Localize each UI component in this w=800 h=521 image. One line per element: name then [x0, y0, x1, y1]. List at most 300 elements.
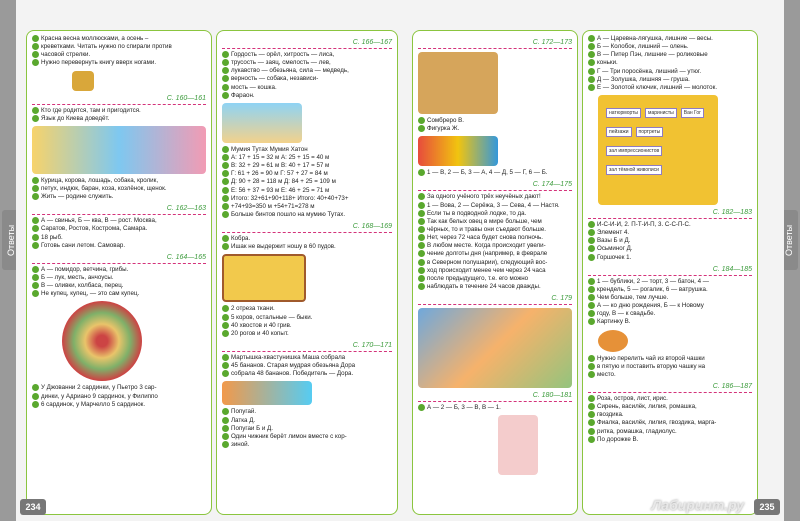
- answer-line: [418, 202, 572, 210]
- answer-text: В — оливки, колбаса, перец.: [41, 282, 124, 290]
- answer-line: [222, 92, 392, 100]
- section-header: С. 170—171: [222, 341, 392, 352]
- bullet-icon: [588, 411, 595, 418]
- answer-line: [222, 322, 392, 330]
- bullet-icon: [32, 393, 39, 400]
- answer-text: А — свинья, Б — ква, В — рост. Москва,: [41, 217, 157, 225]
- bullet-icon: [32, 217, 39, 224]
- answer-line: [32, 177, 206, 185]
- answer-line: [222, 146, 392, 154]
- left-col-1: [26, 30, 212, 515]
- answer-text: 5 коров, остальные — быки.: [231, 313, 313, 321]
- bullet-icon: [222, 187, 229, 194]
- bullet-icon: [588, 84, 595, 91]
- answer-text: креветками. Читать нужно по спирали против: [41, 43, 172, 51]
- answer-line: [588, 363, 752, 371]
- answer-line: [418, 218, 572, 226]
- answer-line: [588, 411, 752, 419]
- answer-text: гвоздика.: [597, 411, 624, 419]
- answer-line: [588, 302, 752, 310]
- aztec-illustration: [418, 52, 498, 114]
- answer-line: [588, 59, 752, 67]
- answer-line: [588, 51, 752, 59]
- answer-text: Элемент 4.: [597, 229, 630, 237]
- bullet-icon: [418, 169, 425, 176]
- answer-line: [588, 310, 752, 318]
- answer-text: У Джованни 2 сардинки, у Пьетро 3 сар-: [41, 384, 157, 392]
- answer-text: Фиалка, василёк, лилия, гвоздика, марга-: [597, 419, 717, 427]
- bullet-icon: [588, 371, 595, 378]
- bullet-icon: [32, 225, 39, 232]
- answer-line: [222, 195, 392, 203]
- bullet-icon: [588, 237, 595, 244]
- bullet-icon: [222, 408, 229, 415]
- answer-line: [588, 254, 752, 262]
- bullet-icon: [32, 115, 39, 122]
- bullet-icon: [588, 245, 595, 252]
- bullet-icon: [32, 384, 39, 391]
- answer-line: [32, 217, 206, 225]
- answer-text: Не купец, купец, — это сам купец.: [41, 290, 140, 298]
- answer-text: чение долготы дня (например, в феврале: [427, 250, 548, 258]
- bullet-icon: [588, 229, 595, 236]
- answer-text: чёрных, то и травы они съедают больше.: [427, 226, 546, 234]
- answer-line: [222, 243, 392, 251]
- answer-text: В: 32 + 29 = 61 м В: 40 + 17 = 57 м: [231, 162, 330, 170]
- answer-text: Курица, корова, лошадь, собака, кролик,: [41, 176, 159, 184]
- bullet-icon: [32, 401, 39, 408]
- answer-text: Если ты в подводной лодке, то да.: [427, 209, 527, 217]
- section-header: С. 168—169: [222, 222, 392, 233]
- answer-text: Е: 56 + 37 = 93 м Е: 46 + 25 = 71 м: [231, 186, 330, 194]
- answer-text: трусость — заяц, смелость — лев,: [231, 59, 331, 67]
- answer-text: Чем больше, тем лучше.: [597, 294, 669, 302]
- answer-text: после предыдущего, т.е. его можно: [427, 274, 529, 282]
- answer-text: собрала 48 бананов. Победитель — Дора.: [231, 370, 354, 378]
- answer-text: 45 бананов. Старая мудрая обезьяна Дора: [231, 362, 356, 370]
- section-header: С. 184—185: [588, 265, 752, 276]
- bullet-icon: [222, 211, 229, 218]
- bullet-icon: [32, 193, 39, 200]
- answer-line: [588, 278, 752, 286]
- answer-line: [588, 371, 752, 379]
- answer-line: [418, 125, 572, 133]
- bullet-icon: [32, 59, 39, 66]
- answer-line: [588, 428, 752, 436]
- bullet-icon: [588, 436, 595, 443]
- page-number: 235: [754, 499, 780, 515]
- children-illustration: [32, 126, 206, 174]
- bullet-icon: [222, 417, 229, 424]
- answer-line: [418, 242, 572, 250]
- macaron-illustration: [598, 330, 628, 352]
- answer-line: [32, 43, 206, 51]
- bullet-icon: [418, 117, 425, 124]
- answer-text: Мартышка-хвастунишка Маша собрала: [231, 354, 346, 362]
- maze-room-label: зал тёмной живописи: [606, 165, 662, 175]
- section-header: С. 186—187: [588, 382, 752, 393]
- answer-text: Осьминог Д.: [597, 245, 633, 253]
- answer-text: Саратов, Ростов, Кострома, Самара.: [41, 225, 148, 233]
- museum-maze-illustration: [598, 95, 718, 205]
- answer-line: [32, 290, 206, 298]
- bullet-icon: [32, 107, 39, 114]
- answer-line: [588, 84, 752, 92]
- section-header: С. 166—167: [222, 38, 392, 49]
- answer-line: [222, 67, 392, 75]
- answer-line: [418, 226, 572, 234]
- bullet-icon: [418, 125, 425, 132]
- answer-text: 1 — бублики, 2 — торт, 3 — батон, 4 —: [597, 277, 709, 285]
- answer-line: [32, 282, 206, 290]
- bullet-icon: [588, 294, 595, 301]
- answer-text: В любом месте. Когда происходит увели-: [427, 242, 546, 250]
- answer-line: [222, 84, 392, 92]
- bullet-icon: [418, 193, 425, 200]
- answer-text: И-С-И-Й, 2. П-Т-И-П, 3. С-С-П-С.: [597, 221, 691, 229]
- answer-line: [222, 354, 392, 362]
- answer-text: Б — лук, месть, анчоусы.: [41, 274, 114, 282]
- answer-text: лукавство — обезьяна, сила — медведь,: [231, 67, 349, 75]
- answer-line: [222, 235, 392, 243]
- answer-line: [222, 408, 392, 416]
- answer-line: [222, 305, 392, 313]
- answer-line: [32, 185, 206, 193]
- answer-text: ритка, ромашка, гладиолус.: [597, 427, 677, 435]
- answer-text: Нужно перелить чай из второй чашки: [597, 354, 705, 362]
- bullet-icon: [588, 35, 595, 42]
- bullet-icon: [222, 178, 229, 185]
- answer-line: [32, 59, 206, 67]
- answer-text: Больше бинтов пошло на мумию Тутах.: [231, 211, 346, 219]
- answer-text: 1 — В, 2 — Б, 3 — А, 4 — Д, 5 — Г, 6 — Б.: [427, 169, 548, 177]
- answer-line: [418, 193, 572, 201]
- bullet-icon: [418, 267, 425, 274]
- answer-text: динки, у Адриано 9 сардинок, у Филиппо: [41, 392, 158, 400]
- bullet-icon: [32, 290, 39, 297]
- answer-line: [588, 245, 752, 253]
- answer-line: [418, 267, 572, 275]
- answer-text: По дорожке В.: [597, 435, 639, 443]
- watermark: Лабиринт.ру: [651, 497, 744, 513]
- answer-text: Роза, остров, лист, ирис.: [597, 395, 668, 403]
- bullet-icon: [222, 235, 229, 242]
- answer-text: Ишак не выдержит ношу в 60 пудов.: [231, 243, 336, 251]
- bullet-icon: [222, 162, 229, 169]
- answer-text: +74+93=350 м +54+71=278 м: [231, 202, 315, 210]
- answer-line: [222, 162, 392, 170]
- answer-text: Д — Золушка, лишняя — груша.: [597, 75, 690, 83]
- cups-illustration: [222, 381, 312, 405]
- bullet-icon: [418, 234, 425, 241]
- bullet-icon: [222, 59, 229, 66]
- right-col-1: [412, 30, 578, 515]
- answer-line: [222, 75, 392, 83]
- answer-text: 2 отреза ткани.: [231, 305, 275, 313]
- bullet-icon: [588, 76, 595, 83]
- answer-line: [222, 425, 392, 433]
- candy-illustration: [418, 136, 498, 166]
- answer-text: мость — кошка.: [231, 83, 277, 91]
- answer-text: А — Царевна-лягушка, лишние — весы.: [597, 35, 713, 43]
- answer-text: Нужно перевернуть книгу вверх ногами.: [41, 59, 157, 67]
- answer-text: крендель, 5 — рогалик, 6 — ватрушка.: [597, 285, 708, 293]
- section-header: С. 182—183: [588, 208, 752, 219]
- answer-line: [222, 314, 392, 322]
- maze-room-label: портреты: [636, 127, 664, 137]
- answer-text: Вазы Б и Д.: [597, 237, 631, 245]
- answer-line: [32, 115, 206, 123]
- answer-text: зиной.: [231, 441, 250, 449]
- answer-line: [222, 203, 392, 211]
- answer-line: [418, 117, 572, 125]
- answer-text: Нет, через 72 часа будет снова полночь.: [427, 234, 543, 242]
- answer-text: наблюдать в течение 24 часов дважды.: [427, 283, 541, 291]
- bullet-icon: [588, 221, 595, 228]
- answer-line: [588, 436, 752, 444]
- maze-room-label: натюрморты: [606, 108, 641, 118]
- bullet-icon: [222, 354, 229, 361]
- maze-room-label: зал импрессионистов: [606, 146, 662, 156]
- answer-text: коньки.: [597, 59, 618, 67]
- section-header: С. 180—181: [418, 391, 572, 402]
- answer-line: [418, 283, 572, 291]
- answer-line: [32, 234, 206, 242]
- answer-text: Сомбреро В.: [427, 117, 464, 125]
- answer-text: Один чижник берёт лимон вместе с кор-: [231, 432, 347, 440]
- answer-line: [32, 266, 206, 274]
- section-header: С. 162—163: [32, 204, 206, 215]
- answer-text: Язык до Киева доведёт.: [41, 114, 110, 122]
- answer-line: [222, 187, 392, 195]
- bullet-icon: [588, 68, 595, 75]
- bullet-icon: [418, 202, 425, 209]
- bullet-icon: [222, 170, 229, 177]
- bullet-icon: [32, 43, 39, 50]
- right-col-2: [582, 30, 758, 515]
- answer-line: [222, 170, 392, 178]
- answer-text: Д: 90 + 28 = 118 м Д: 84 + 25 = 109 м: [231, 178, 336, 186]
- answer-text: Фараон.: [231, 91, 255, 99]
- answer-text: 1 — Вова, 2 — Серёжа, 3 — Сева, 4 — Настя.: [427, 201, 560, 209]
- answer-line: [418, 250, 572, 258]
- bullet-icon: [32, 274, 39, 281]
- bullet-icon: [32, 282, 39, 289]
- bullet-icon: [418, 259, 425, 266]
- answer-line: [222, 154, 392, 162]
- answer-text: Гордость — орёл, хитрость — лиса,: [231, 51, 335, 59]
- answer-text: А — помидор, ветчина, грибы.: [41, 265, 129, 273]
- answer-text: Попугаи Б и Д.: [231, 424, 273, 432]
- answer-text: Б — Колобок, лишний — олень.: [597, 43, 689, 51]
- answer-text: А: 17 + 15 = 32 м А: 25 + 15 = 40 м: [231, 154, 330, 162]
- answer-text: А — ко дню рождения, Б — к Новому: [597, 302, 704, 310]
- answer-line: [32, 242, 206, 250]
- maze-room-label: маринисты: [645, 108, 677, 118]
- bullet-icon: [588, 428, 595, 435]
- answer-line: [32, 384, 206, 392]
- bullet-icon: [588, 355, 595, 362]
- bullet-icon: [588, 363, 595, 370]
- answer-text: Латка Д.: [231, 416, 256, 424]
- answer-text: Г — Три поросёнка, лишний — утюг.: [597, 67, 702, 75]
- bullet-icon: [32, 185, 39, 192]
- bullet-icon: [588, 43, 595, 50]
- bullet-icon: [222, 67, 229, 74]
- answer-line: [222, 417, 392, 425]
- answer-text: в пятую и поставить вторую чашку на: [597, 362, 706, 370]
- answer-line: [222, 51, 392, 59]
- answer-line: [418, 210, 572, 218]
- answer-line: [32, 51, 206, 59]
- answer-text: в Северном полушарии), следующий вос-: [427, 258, 548, 266]
- answer-text: А — 2 — Б, 3 — В, В — 1.: [427, 404, 501, 412]
- bullet-icon: [222, 322, 229, 329]
- answer-line: [588, 403, 752, 411]
- bullet-icon: [588, 310, 595, 317]
- bullet-icon: [418, 210, 425, 217]
- answer-line: [418, 169, 572, 177]
- easel-illustration: [498, 415, 538, 475]
- answer-text: 40 хвостов и 40 грив.: [231, 321, 292, 329]
- bullet-icon: [222, 51, 229, 58]
- answer-text: место.: [597, 370, 616, 378]
- scroll-illustration: [72, 71, 94, 91]
- answer-text: Жить — родине служить.: [41, 193, 114, 201]
- bullet-icon: [222, 425, 229, 432]
- answer-line: [32, 35, 206, 43]
- bullet-icon: [222, 433, 229, 440]
- answer-text: 20 рогов и 40 копыт.: [231, 329, 289, 337]
- bullet-icon: [418, 218, 425, 225]
- answer-text: Кобра.: [231, 235, 251, 243]
- answer-line: [32, 393, 206, 401]
- answer-line: [32, 225, 206, 233]
- answer-text: За одного учёного трёх неучёных дают!: [427, 193, 541, 201]
- bullet-icon: [32, 234, 39, 241]
- answer-text: Картинку В.: [597, 318, 631, 326]
- answer-line: [588, 35, 752, 43]
- board-game-illustration: [418, 308, 572, 388]
- answer-text: Красна весна моллюсками, а осень –: [41, 35, 149, 43]
- answer-text: В — Питер Пэн, лишние — роликовые: [597, 51, 708, 59]
- bullet-icon: [222, 370, 229, 377]
- answer-text: 6 сардинок, у Марчелло 5 сардинок.: [41, 400, 146, 408]
- bullet-icon: [32, 266, 39, 273]
- page-number: 234: [20, 499, 46, 515]
- bullet-icon: [588, 278, 595, 285]
- section-header: С. 174—175: [418, 180, 572, 191]
- bullet-icon: [32, 242, 39, 249]
- answer-line: [588, 355, 752, 363]
- answer-text: Фигурка Ж.: [427, 125, 460, 133]
- bullet-icon: [588, 419, 595, 426]
- bullet-icon: [588, 302, 595, 309]
- answer-line: [588, 68, 752, 76]
- bullet-icon: [588, 51, 595, 58]
- bullet-icon: [418, 283, 425, 290]
- answer-line: [588, 294, 752, 302]
- bullet-icon: [32, 35, 39, 42]
- bullet-icon: [222, 146, 229, 153]
- bullet-icon: [222, 154, 229, 161]
- answer-text: Е — Золотой ключик, лишний — молоток.: [597, 83, 718, 91]
- answer-line: [222, 211, 392, 219]
- answer-line: [588, 43, 752, 51]
- answer-line: [32, 274, 206, 282]
- answer-line: [222, 362, 392, 370]
- bullet-icon: [32, 51, 39, 58]
- pyramids-illustration: [222, 103, 302, 143]
- answer-line: [588, 237, 752, 245]
- answer-text: Итого: 32+61+90+118+ Итого: 40+40+73+: [231, 194, 349, 202]
- bullet-icon: [588, 318, 595, 325]
- answer-text: 18 рыб.: [41, 233, 63, 241]
- maze-illustration: [222, 254, 306, 302]
- answer-line: [32, 193, 206, 201]
- answer-line: [588, 395, 752, 403]
- answer-text: Попугай.: [231, 408, 257, 416]
- bullet-icon: [222, 92, 229, 99]
- answer-text: Готовь сани летом. Самовар.: [41, 241, 126, 249]
- bullet-icon: [418, 226, 425, 233]
- bullet-icon: [418, 275, 425, 282]
- answer-text: Г: 61 + 26 = 90 м Г: 57 + 27 = 84 м: [231, 170, 328, 178]
- answer-line: [222, 370, 392, 378]
- answer-text: петух, индюк, баран, коза, козлёнок, щенок.: [41, 185, 167, 193]
- answer-text: Горшочек 1.: [597, 253, 632, 261]
- side-tab-left: Ответы: [2, 210, 20, 270]
- answer-line: [32, 107, 206, 115]
- left-page: [16, 0, 402, 521]
- answer-line: [588, 221, 752, 229]
- bullet-icon: [222, 203, 229, 210]
- bullet-icon: [32, 177, 39, 184]
- bullet-icon: [588, 403, 595, 410]
- answer-line: [588, 318, 752, 326]
- side-tab-right: Ответы: [780, 210, 798, 270]
- bullet-icon: [222, 330, 229, 337]
- answer-text: Сирень, василёк, лилия, ромашка,: [597, 403, 697, 411]
- bullet-icon: [588, 254, 595, 261]
- answer-line: [222, 441, 392, 449]
- bullet-icon: [222, 362, 229, 369]
- answer-line: [418, 275, 572, 283]
- answer-text: Мумия Тутах Мумия Хатон: [231, 145, 308, 153]
- answer-line: [222, 433, 392, 441]
- bullet-icon: [588, 286, 595, 293]
- spiral-illustration: [62, 301, 142, 381]
- answer-text: верность — собака, независи-: [231, 75, 319, 83]
- bullet-icon: [222, 314, 229, 321]
- bullet-icon: [418, 250, 425, 257]
- answer-line: [418, 259, 572, 267]
- right-page: [402, 0, 784, 521]
- maze-room-label: Ван Гог: [681, 108, 704, 118]
- answer-line: [222, 59, 392, 67]
- answer-line: [418, 234, 572, 242]
- section-header: С. 172—173: [418, 38, 572, 49]
- section-header: С. 164—165: [32, 253, 206, 264]
- answer-line: [588, 229, 752, 237]
- bullet-icon: [222, 195, 229, 202]
- bullet-icon: [588, 59, 595, 66]
- answer-line: [418, 404, 572, 412]
- answer-line: [588, 76, 752, 84]
- maze-room-label: пейзажи: [606, 127, 632, 137]
- bullet-icon: [222, 441, 229, 448]
- answer-line: [222, 330, 392, 338]
